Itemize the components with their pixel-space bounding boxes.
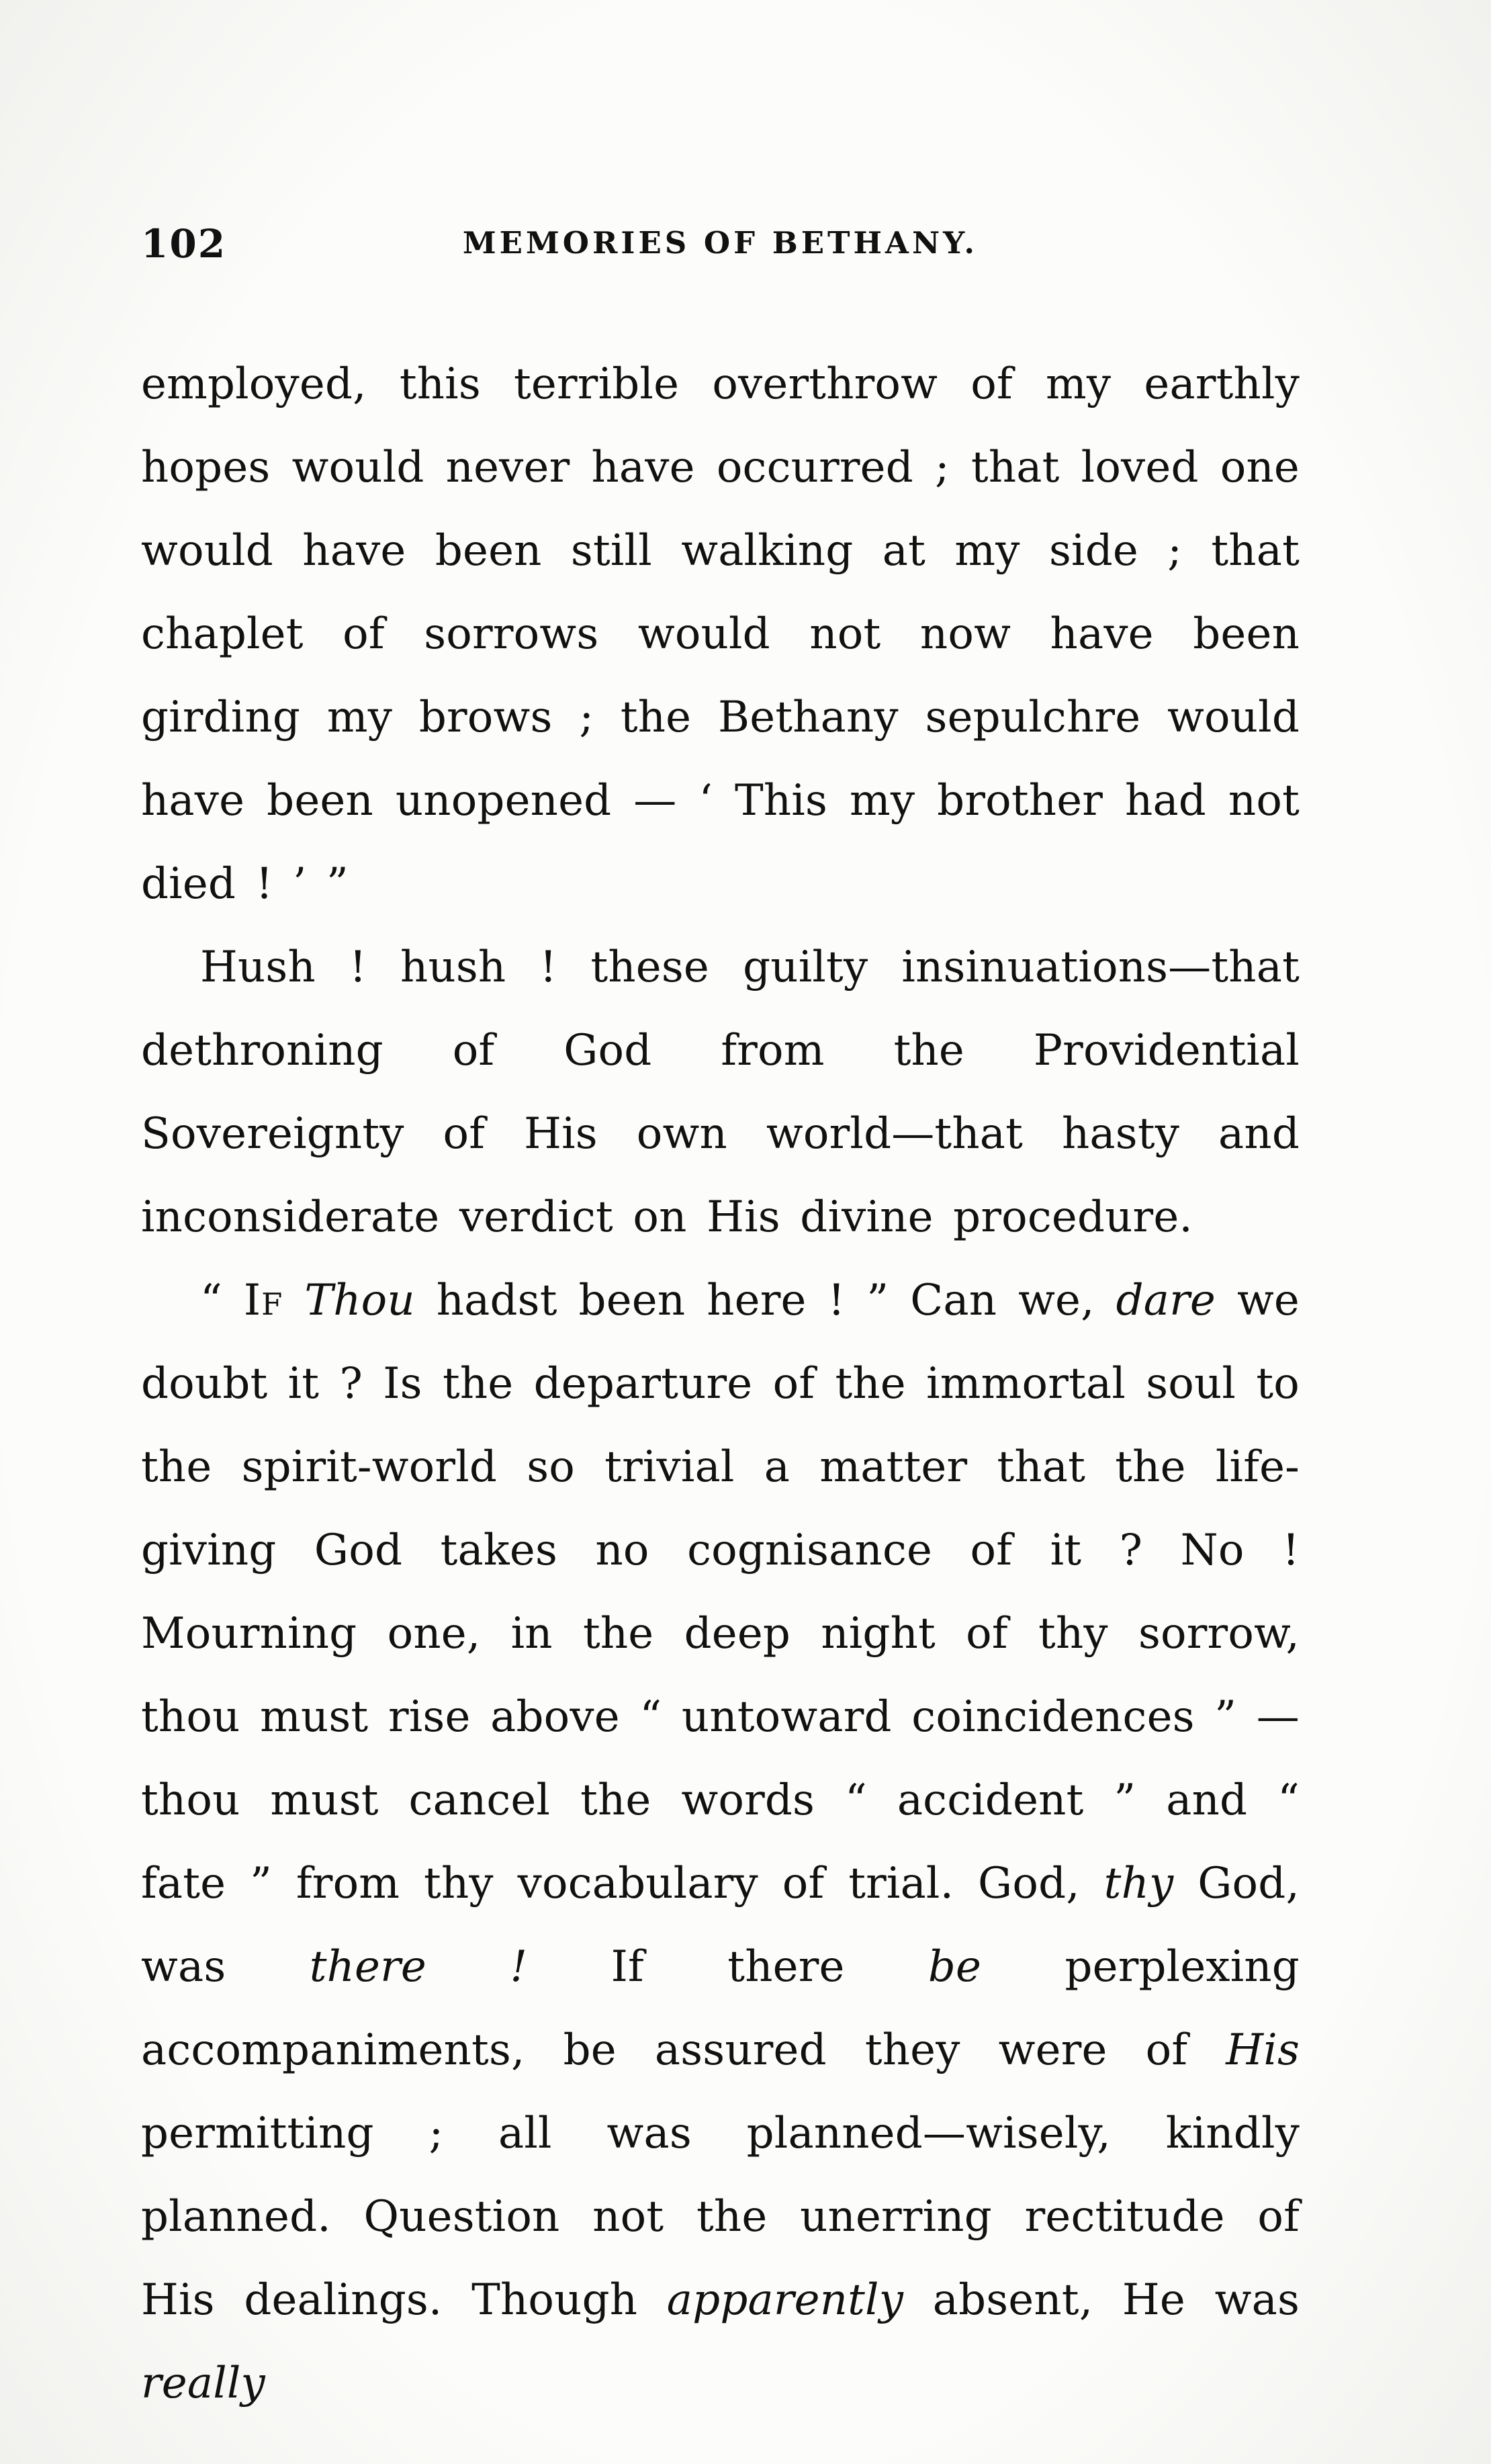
text-segment: His	[1226, 2025, 1300, 2075]
text-segment: Hush ! hush ! these guilty insinuations—that dethroning of God from the Providential Sovereignty of His own world—that hasty and inconsiderate verdict on His divine procedure.	[141, 942, 1300, 1242]
text-segment: permitting ; all was planned—wisely, kindly planned. Question not the unerring rectitude of His dealings. Though	[141, 2109, 1300, 2325]
text-segment: dare	[1116, 1276, 1216, 1325]
text-segment: perplexing accompaniments, be assured they were of	[141, 1942, 1300, 2075]
paragraph	[141, 343, 1300, 926]
text-segment: God, was	[141, 1859, 1300, 1992]
text-segment: there !	[309, 1942, 528, 1992]
text-segment	[283, 1276, 304, 1325]
text-segment: employed, this terrible overthrow of my earthly hopes would never have occurred ; that loved one would have been still walking at my side ; that chaplet of sorrows would not now have been girding my brows ; the Bethany sepulchre would have been unopened — ‘ This my brother had not died ! ’ ”	[141, 359, 1300, 909]
text-segment: be	[928, 1942, 982, 1992]
text-segment: Thou	[304, 1276, 415, 1325]
text-segment: hadst been here ! ” Can we,	[414, 1276, 1116, 1325]
page-header	[141, 221, 1300, 272]
text-segment: If there	[527, 1942, 928, 1992]
text-segment: “	[200, 1276, 244, 1325]
paragraph	[141, 926, 1300, 1259]
text-segment: thy	[1103, 1859, 1174, 1908]
paragraph	[141, 1259, 1300, 2425]
page-number: 102	[141, 221, 227, 267]
text-segment: really	[141, 2359, 265, 2408]
text-segment: absent, He was	[903, 2275, 1300, 2325]
text-segment: apparently	[666, 2275, 904, 2325]
text-segment: If	[243, 1276, 283, 1325]
page-body	[141, 343, 1300, 2425]
text-segment: we doubt it ? Is the departure of the immortal soul to the spirit-world so trivial a matter that the life-giving God takes no cognisance of it ? No ! Mourning one, in the deep night of thy sorrow, thou must rise above “ untoward coincidences ” —thou must cancel the words “ accident ” and “ fate ” from thy vocabulary of trial. God,	[141, 1276, 1300, 1908]
running-head: MEMORIES OF BETHANY.	[462, 225, 979, 261]
